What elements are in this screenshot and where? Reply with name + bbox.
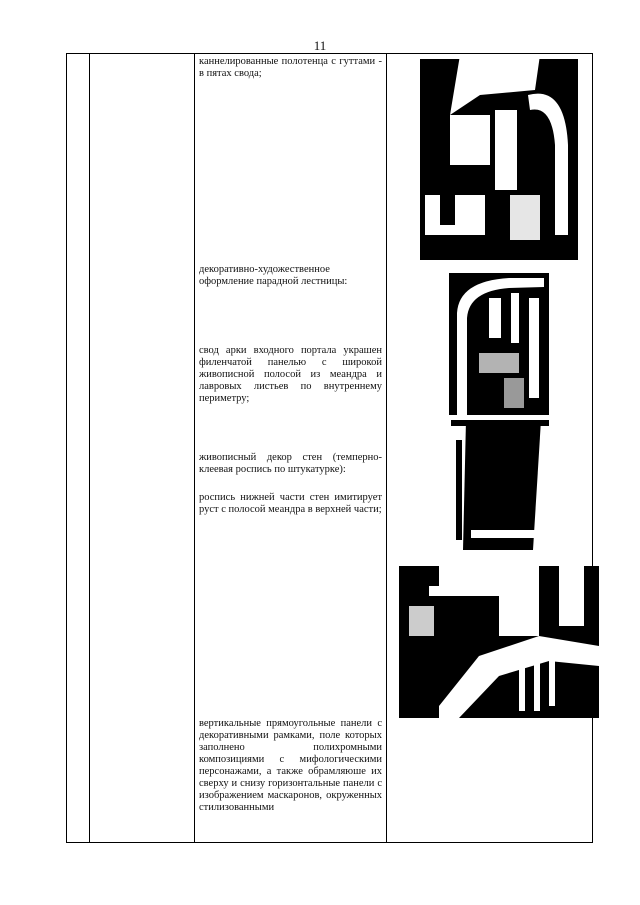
- text-portal-arch: свод арки входного портала украшен филенчатой панелью с широкой живописной полосой из меандра и лавровых листьев по внутреннему периметру;: [199, 345, 382, 404]
- entrance-portal-arch-photo: [449, 273, 549, 415]
- text-vertical-panels: вертикальные прямоугольные панели с декоративными рамками, поле которых заполнено полихромными композициями с мифологическими персонажами, а также обрамляюше их сверху и снизу горизонтальные панели с изображением маскаронов, окруженных стилизованными: [199, 718, 382, 813]
- staircase-painted-walls-photo: [399, 566, 599, 718]
- text-staircase-heading: декоративно-художественное оформление парадной лестницы:: [199, 264, 348, 287]
- column-divider: [386, 53, 387, 843]
- text-lower-wall: роспись нижней части стен имитирует руст с полосой меандра в верхней части;: [199, 492, 382, 515]
- stair-wall-photo: [451, 420, 549, 550]
- page-number: 11: [313, 38, 327, 53]
- text-wall-painting-heading: живописный декор стен (темперно-клеевая роспись по штукатурке):: [199, 452, 382, 475]
- vault-capitals-photo: [420, 55, 578, 260]
- column-divider: [194, 53, 195, 843]
- column-divider: [89, 53, 90, 843]
- text-vault-capitals: каннелированные полотенца с гуттами - в пятах свода;: [199, 56, 382, 79]
